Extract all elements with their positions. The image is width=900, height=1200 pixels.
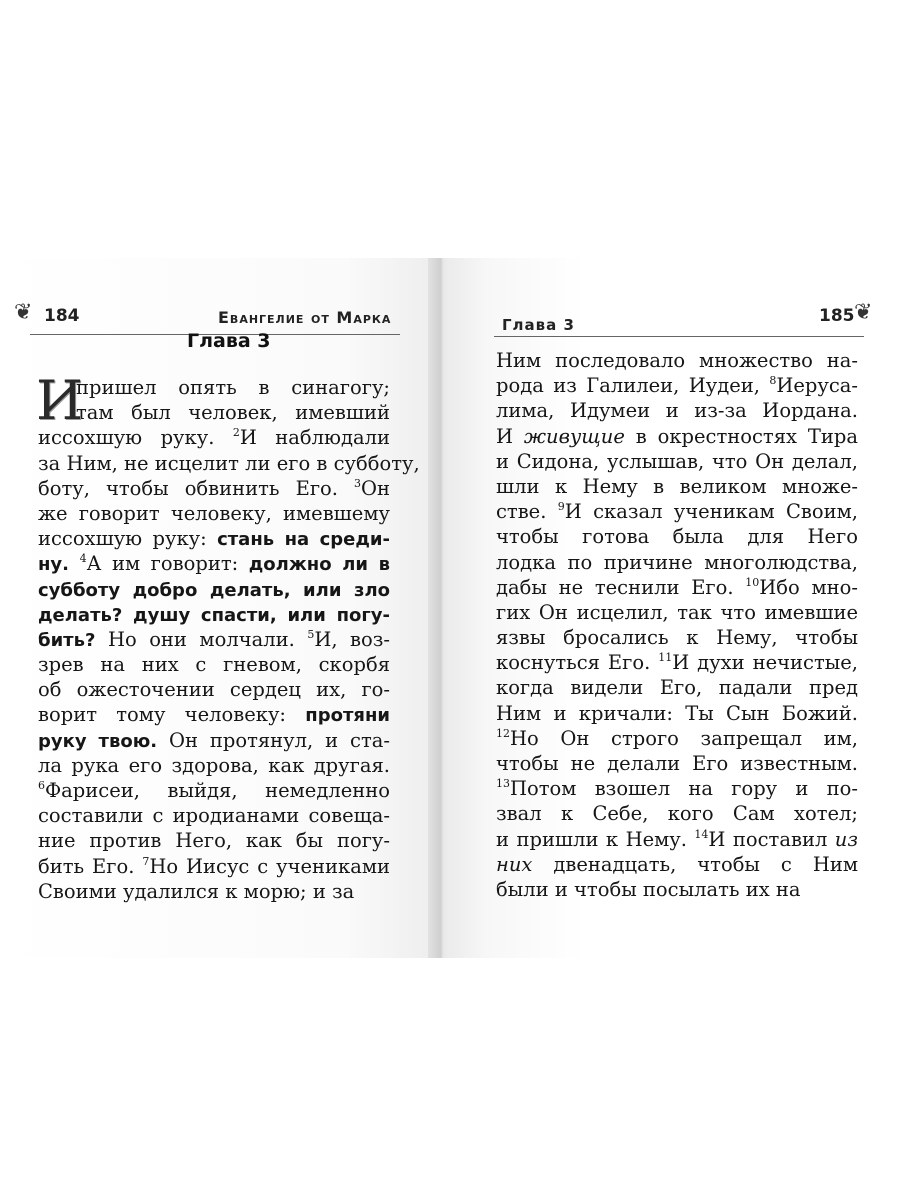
- text-segment: Ибо мно-: [759, 575, 858, 599]
- text-line: [38, 627, 390, 652]
- text-line: [38, 425, 390, 450]
- text-segment: в окрестностях Тира: [624, 424, 858, 448]
- text-line: [496, 650, 858, 675]
- text-segment: Иерусa-: [776, 374, 858, 398]
- text-line: [496, 575, 858, 600]
- verse-number: 6: [38, 779, 45, 792]
- text-segment: и Сидона, услышав, что Он делал,: [496, 449, 858, 473]
- bold-text: стань на среди-: [217, 529, 390, 551]
- ornament-icon: ❦: [854, 300, 873, 325]
- page-number-right: 185: [819, 306, 855, 326]
- text-line: [38, 677, 390, 702]
- text-segment: Но Он строго запрещал им,: [510, 726, 858, 750]
- verse-number: 9: [557, 500, 565, 514]
- text-segment: чтобы готова была для Него: [496, 525, 858, 549]
- header-rule: [494, 336, 864, 337]
- text-line: [38, 476, 390, 501]
- right-text-block: [496, 348, 858, 902]
- text-segment: зрев на них с гневом, скорбя: [38, 653, 390, 677]
- text-line: [496, 625, 858, 650]
- italic-text: них: [496, 852, 533, 876]
- text-segment: были и чтобы посылать их на: [496, 877, 801, 901]
- text-segment: лодка по причине многолюдства,: [496, 550, 858, 574]
- text-line: [496, 801, 858, 826]
- verse-number: 10: [745, 575, 760, 589]
- text-line: [38, 400, 390, 425]
- text-line: [496, 424, 858, 449]
- page-number-left: 184: [44, 306, 80, 326]
- text-segment: Но Иисус с учениками: [149, 854, 390, 878]
- text-line: [38, 854, 390, 879]
- text-line: [496, 524, 858, 549]
- text-segment: И, воз-: [314, 627, 390, 651]
- text-line: [38, 652, 390, 677]
- text-line: [496, 751, 858, 776]
- verse-number: 4: [79, 552, 87, 566]
- text-segment: Ним последовало множество на-: [496, 349, 858, 372]
- text-line: [496, 398, 858, 423]
- text-line: [496, 827, 858, 852]
- text-segment: Своими удалился к морю; и за: [38, 879, 355, 903]
- text-segment: гих Он исцелил, так что имевшие: [496, 600, 858, 624]
- text-segment: Фарисеи, выйдя, немедленно: [45, 779, 390, 802]
- text-segment: двенадцать, чтобы с Ним: [532, 852, 858, 876]
- bold-text: бить?: [38, 629, 96, 651]
- text-segment: ворит тому человеку:: [38, 703, 306, 727]
- text-line: [38, 728, 390, 753]
- text-segment: Ним и кричали: Ты Сын Божий.: [496, 701, 858, 725]
- text-segment: об ожесточении сердец их, го-: [38, 678, 390, 702]
- text-segment: стве.: [496, 500, 558, 524]
- text-segment: и пришли к Нему.: [496, 827, 695, 851]
- text-segment: А им говорит:: [86, 552, 249, 576]
- italic-text: из: [834, 827, 858, 851]
- text-line: [38, 702, 390, 727]
- verse-number: 11: [658, 651, 673, 665]
- text-line: [496, 675, 858, 700]
- verse-number: 2: [232, 426, 240, 440]
- text-line: [496, 776, 858, 801]
- chapter-title: Глава 3: [187, 330, 271, 352]
- text-line: [38, 753, 390, 778]
- running-head-right: Глава 3: [502, 316, 575, 334]
- text-line: [38, 803, 390, 828]
- text-segment: Потом взошел на гору и по-: [510, 777, 858, 801]
- bold-text: субботу добро делать, или зло: [38, 579, 390, 601]
- text-segment: бить Его.: [38, 854, 143, 878]
- text-segment: пришел опять в синагогу;: [76, 376, 390, 399]
- text-line: [496, 600, 858, 625]
- verse-number: 3: [354, 476, 362, 490]
- italic-text: живущие: [523, 424, 625, 448]
- text-segment: ние против Него, как бы погу-: [38, 829, 390, 853]
- left-page: [0, 258, 432, 958]
- text-segment: когда видели Его, падали пред: [496, 676, 858, 700]
- text-line: [38, 551, 390, 576]
- text-line: [38, 879, 390, 904]
- text-segment: Он протянул, и ста-: [157, 728, 390, 752]
- text-segment: И наблюдали: [239, 426, 390, 450]
- text-line: [38, 451, 420, 476]
- text-line: [496, 348, 858, 373]
- text-line: [496, 701, 858, 726]
- text-line: [496, 852, 858, 877]
- ornament-icon: ❦: [14, 300, 33, 325]
- text-segment: лима, Идумеи и из-за Иордана.: [496, 399, 858, 423]
- text-segment: коснуться Его.: [496, 651, 659, 675]
- text-segment: иссохшую руку.: [38, 426, 233, 450]
- bold-text: ну.: [38, 554, 80, 576]
- text-line: [38, 602, 390, 627]
- text-segment: за Ним, не исцелит ли его в субботу,: [38, 451, 420, 475]
- text-segment: звал к Себе, кого Сам хотел;: [496, 802, 858, 826]
- text-line: [496, 499, 858, 524]
- verse-number: 13: [496, 777, 510, 791]
- verse-number: 12: [496, 726, 510, 740]
- text-segment: же говорит человеку, имевшему: [38, 501, 390, 525]
- text-line: [38, 375, 390, 400]
- bold-text: должно ли в: [248, 554, 391, 576]
- book-spread: [0, 258, 900, 958]
- text-segment: Но они молчали.: [95, 627, 308, 651]
- text-line: [38, 828, 390, 853]
- text-line: [38, 501, 390, 526]
- bold-text: руку твою.: [38, 730, 158, 752]
- text-segment: ла рука его здорова, как другая.: [38, 753, 390, 777]
- text-segment: И поставил: [708, 827, 835, 851]
- bold-text: протяни: [305, 705, 390, 727]
- text-segment: И: [496, 424, 524, 448]
- text-line: [38, 577, 390, 602]
- verse-number: 8: [769, 374, 777, 388]
- text-line: [38, 778, 390, 803]
- text-segment: иссохшую руку:: [38, 527, 218, 551]
- text-line: [496, 726, 858, 751]
- text-segment: боту, чтобы обвинить Его.: [38, 476, 355, 500]
- drop-cap: И: [36, 369, 84, 432]
- running-head-left: Евангелие от Марка: [218, 308, 392, 327]
- verse-number: 7: [142, 854, 150, 868]
- text-segment: дабы не теснили Его.: [496, 575, 746, 599]
- text-line: [496, 877, 858, 902]
- text-segment: шли к Нему в великом множе-: [496, 474, 858, 498]
- text-line: [496, 474, 858, 499]
- verse-number: 14: [694, 827, 709, 841]
- text-segment: рода из Галилеи, Иудеи,: [496, 374, 770, 398]
- bold-text: делать? душу спасти, или погу-: [38, 604, 390, 626]
- text-line: [496, 550, 858, 575]
- text-segment: там был человек, имевший: [76, 401, 390, 425]
- text-line: [496, 449, 858, 474]
- text-segment: язвы бросались к Нему, чтобы: [496, 626, 858, 650]
- text-segment: И духи нечистые,: [672, 651, 858, 675]
- text-segment: чтобы не делали Его известным.: [496, 752, 858, 775]
- text-segment: Он: [361, 476, 390, 500]
- text-segment: И сказал ученикам Своим,: [564, 500, 858, 524]
- text-line: [38, 526, 390, 551]
- verse-number: 5: [307, 627, 315, 641]
- text-segment: составили с иродианами совеща-: [38, 804, 390, 828]
- left-text-block: [36, 369, 420, 904]
- right-page: [450, 258, 900, 958]
- text-line: [496, 373, 858, 398]
